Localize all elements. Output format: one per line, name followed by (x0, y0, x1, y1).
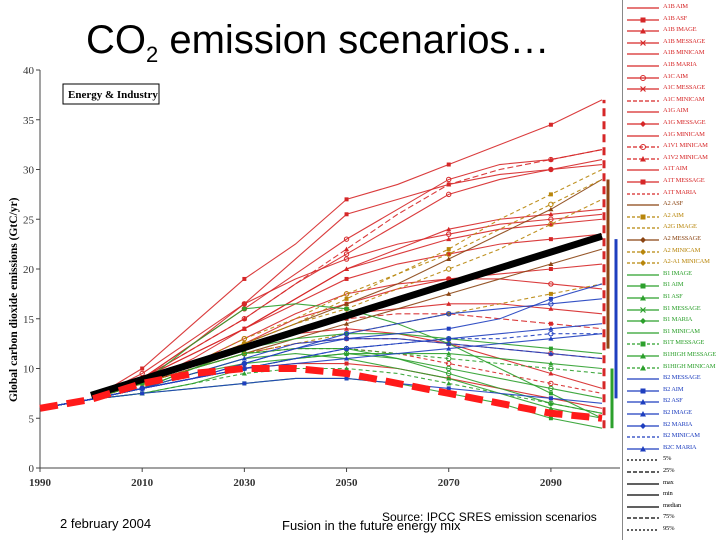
legend-swatch (625, 155, 661, 163)
legend-item (623, 501, 720, 513)
x-tick-label: 2090 (539, 477, 562, 489)
legend-label: A2 ASF (663, 200, 683, 208)
legend-swatch (625, 132, 661, 140)
x-tick-label: 1990 (29, 477, 51, 489)
data-point (549, 297, 553, 301)
legend-swatch (625, 456, 661, 464)
data-point (140, 391, 144, 395)
legend-item (623, 95, 720, 107)
legend-swatch (625, 62, 661, 70)
legend-label: A1B MINICAM (663, 49, 705, 57)
legend-swatch (625, 491, 661, 499)
legend-swatch (625, 16, 661, 24)
legend-item (623, 199, 720, 211)
legend-swatch (625, 526, 661, 534)
legend-item (623, 153, 720, 165)
legend-swatch (625, 39, 661, 47)
legend-label: A2 AIM (663, 211, 684, 219)
legend-marker (640, 121, 646, 127)
legend-swatch (625, 514, 661, 522)
legend-swatch (625, 27, 661, 35)
legend-item (623, 396, 720, 408)
data-point (549, 391, 553, 395)
legend-item (623, 280, 720, 292)
legend-item (623, 14, 720, 26)
legend-item (623, 141, 720, 153)
legend-label: A1G AIM (663, 107, 689, 115)
data-point (549, 396, 553, 400)
legend-item (623, 420, 720, 432)
data-point (549, 202, 553, 206)
legend-item (623, 211, 720, 223)
legend-marker (640, 237, 646, 243)
data-point (549, 292, 553, 296)
legend-item (623, 408, 720, 420)
x-tick-label: 2070 (437, 477, 460, 489)
x-tick-label: 2010 (131, 477, 154, 489)
legend-swatch (625, 85, 661, 93)
legend-label: B2C MARIA (663, 443, 697, 451)
data-point (447, 163, 451, 167)
legend-label: 25% (663, 467, 675, 474)
legend-label: A2G IMAGE (663, 223, 697, 231)
legend-label: 5% (663, 455, 672, 463)
data-point (549, 347, 553, 351)
legend-label: B2 MESSAGE (663, 374, 701, 382)
data-point (549, 123, 553, 127)
legend-label: max (663, 478, 674, 486)
legend-item (623, 48, 720, 60)
data-point (242, 302, 246, 306)
legend-item (623, 234, 720, 246)
footer-source: Source: IPCC SRES emission scenarios (382, 510, 597, 524)
legend-swatch (625, 422, 661, 430)
legend-label: B1 MESSAGE (663, 304, 701, 312)
legend-item (623, 83, 720, 95)
legend-label: A1T AIM (663, 165, 688, 173)
legend-item (623, 478, 720, 490)
legend-swatch (625, 410, 661, 418)
data-point (345, 362, 349, 366)
legend-label: A1G MINICAM (663, 130, 705, 138)
legend-item (623, 385, 720, 397)
data-point (242, 277, 246, 281)
y-axis-title: Global carbon dioxide emissions (GtC/yr) (8, 197, 20, 402)
legend-label: A1T MESSAGE (663, 177, 705, 184)
y-tick-label: 35 (23, 114, 34, 127)
legend-label: A2-A1 MINICAM (663, 258, 710, 266)
legend-swatch (625, 201, 661, 209)
legend-item (623, 292, 720, 304)
legend-label: B1 MARIA (663, 316, 693, 324)
legend-swatch (625, 248, 661, 256)
legend-swatch (625, 97, 661, 105)
legend-label: B1 IMAGE (663, 269, 692, 277)
legend-swatch (625, 387, 661, 395)
data-point (446, 381, 451, 386)
legend-swatch (625, 143, 661, 151)
legend-item (623, 25, 720, 37)
legend-marker (641, 17, 646, 22)
legend-label: B1 MINICAM (663, 327, 700, 335)
legend-label: B1 AIM (663, 281, 684, 289)
legend-swatch (625, 282, 661, 290)
data-point (549, 267, 553, 271)
legend-label: 95% (663, 525, 675, 532)
legend-swatch (625, 364, 661, 372)
legend-swatch (625, 190, 661, 198)
legend-swatch (625, 108, 661, 116)
legend-item (623, 489, 720, 501)
legend-item (623, 37, 720, 49)
y-tick-label: 5 (28, 413, 34, 426)
legend-item (623, 246, 720, 258)
legend-swatch (625, 398, 661, 406)
data-point (345, 212, 349, 216)
legend-marker (640, 249, 646, 255)
legend-label: A1B MESSAGE (663, 37, 706, 45)
legend-item (623, 304, 720, 316)
legend-label: A1T MARIA (663, 188, 697, 196)
legend-item (623, 176, 720, 188)
panel-label: Energy & Industry (68, 89, 158, 101)
series-line (40, 354, 602, 409)
data-point (447, 182, 451, 186)
data-point (140, 367, 144, 371)
legend-swatch (625, 503, 661, 511)
legend-swatch (625, 224, 661, 232)
legend-swatch (625, 50, 661, 58)
legend-swatch (625, 317, 661, 325)
legend-swatch (625, 445, 661, 453)
data-point (447, 247, 451, 251)
legend-item (623, 118, 720, 130)
legend-swatch (625, 480, 661, 488)
legend-label: A1C AIM (663, 72, 688, 80)
data-point (242, 381, 246, 385)
legend-marker (641, 180, 646, 185)
legend-item (623, 362, 720, 374)
y-tick-label: 10 (23, 363, 34, 376)
legend-swatch (625, 433, 661, 441)
y-tick-label: 0 (28, 463, 34, 475)
legend-marker (640, 318, 646, 324)
y-tick-label: 30 (23, 164, 34, 177)
legend-swatch (625, 340, 661, 348)
legend-label: A1V1 MINICAM (663, 142, 708, 150)
legend-item (623, 431, 720, 443)
series-line (40, 100, 602, 408)
footer-talk: Fusion in the future energy mix (282, 518, 461, 533)
legend-label: A1V2 MINICAM (663, 153, 708, 161)
legend-item (623, 60, 720, 72)
legend-swatch (625, 4, 661, 12)
legend-marker (640, 423, 646, 429)
legend-label: A1G MESSAGE (663, 119, 706, 126)
legend-label: B1T MESSAGE (663, 339, 705, 347)
data-point (447, 267, 451, 271)
legend-label: A1B ASF (663, 14, 688, 22)
legend-label: A2 MINICAM (663, 246, 701, 254)
legend-label: B2 AIM (663, 385, 684, 393)
legend-label: 75% (663, 513, 675, 521)
legend-item (623, 257, 720, 269)
y-tick-label: 40 (23, 65, 34, 77)
legend-swatch (625, 375, 661, 383)
data-point (549, 237, 553, 241)
legend-item (623, 315, 720, 327)
legend-label: B2 MINICAM (663, 432, 700, 440)
series-line (40, 349, 602, 414)
legend-swatch (625, 166, 661, 174)
legend-item (623, 338, 720, 350)
legend-label: A1B IMAGE (663, 26, 697, 34)
legend-swatch (625, 468, 661, 476)
legend-marker (641, 388, 646, 393)
legend-item (623, 524, 720, 536)
data-point (549, 192, 553, 196)
legend-label: A1B AIM (663, 3, 688, 10)
legend-swatch (625, 271, 661, 279)
y-tick-label: 20 (23, 264, 34, 276)
legend-item (623, 454, 720, 466)
legend-item (623, 130, 720, 142)
legend-swatch (625, 306, 661, 314)
legend-item (623, 164, 720, 176)
series-line (40, 354, 602, 409)
legend-item (623, 327, 720, 339)
legend-label: A1C MINICAM (663, 95, 705, 103)
legend-label: B2 IMAGE (663, 409, 692, 416)
data-point (549, 322, 553, 326)
highlight-layer (40, 236, 602, 418)
data-point (242, 307, 246, 311)
legend-label: B1HIGH MESSAGE (663, 351, 716, 358)
y-tick-label: 15 (23, 313, 34, 326)
legend-swatch (625, 329, 661, 337)
legend-marker (641, 342, 646, 347)
x-tick-label: 2050 (335, 477, 358, 489)
legend (622, 0, 720, 540)
title-subscript: 2 (146, 42, 159, 67)
legend-item (623, 2, 720, 14)
legend-item (623, 72, 720, 84)
data-point (345, 297, 349, 301)
legend-label: A2 MESSAGE (663, 235, 701, 242)
data-point (345, 307, 349, 311)
legend-item (623, 106, 720, 118)
range-bars-layer (604, 100, 616, 428)
legend-swatch (625, 352, 661, 360)
legend-label: B1 ASF (663, 293, 683, 300)
legend-item (623, 373, 720, 385)
legend-label: A1B MARIA (663, 61, 697, 68)
legend-label: B2 ASF (663, 397, 683, 405)
legend-swatch (625, 178, 661, 186)
legend-item (623, 222, 720, 234)
legend-item (623, 466, 720, 478)
legend-swatch (625, 213, 661, 221)
x-tick-label: 2030 (233, 477, 256, 489)
legend-swatch (625, 120, 661, 128)
data-point (345, 197, 349, 201)
legend-label: B1HIGH MINICAM (663, 362, 716, 370)
legend-swatch (625, 259, 661, 267)
legend-item (623, 443, 720, 455)
y-axis-title-container (2, 110, 26, 410)
legend-marker (640, 365, 646, 371)
legend-item (623, 269, 720, 281)
axes-layer (23, 65, 620, 489)
legend-item (623, 512, 720, 524)
legend-item (623, 350, 720, 362)
legend-swatch (625, 294, 661, 302)
legend-label: min (663, 490, 673, 498)
y-tick-label: 25 (23, 214, 34, 227)
legend-item (623, 188, 720, 200)
data-point (447, 327, 451, 331)
legend-marker (640, 260, 646, 266)
footer-date: 2 february 2004 (60, 516, 152, 531)
title-main: CO (86, 18, 146, 62)
legend-swatch (625, 236, 661, 244)
legend-label: A1C MESSAGE (663, 84, 706, 92)
title-rest: emission scenarios… (158, 18, 550, 62)
legend-label: median (663, 501, 681, 509)
data-point (345, 277, 349, 281)
legend-marker (641, 284, 646, 289)
data-point (548, 207, 553, 212)
legend-label: B2 MARIA (663, 420, 693, 428)
legend-swatch (625, 74, 661, 82)
legend-marker (641, 214, 646, 219)
